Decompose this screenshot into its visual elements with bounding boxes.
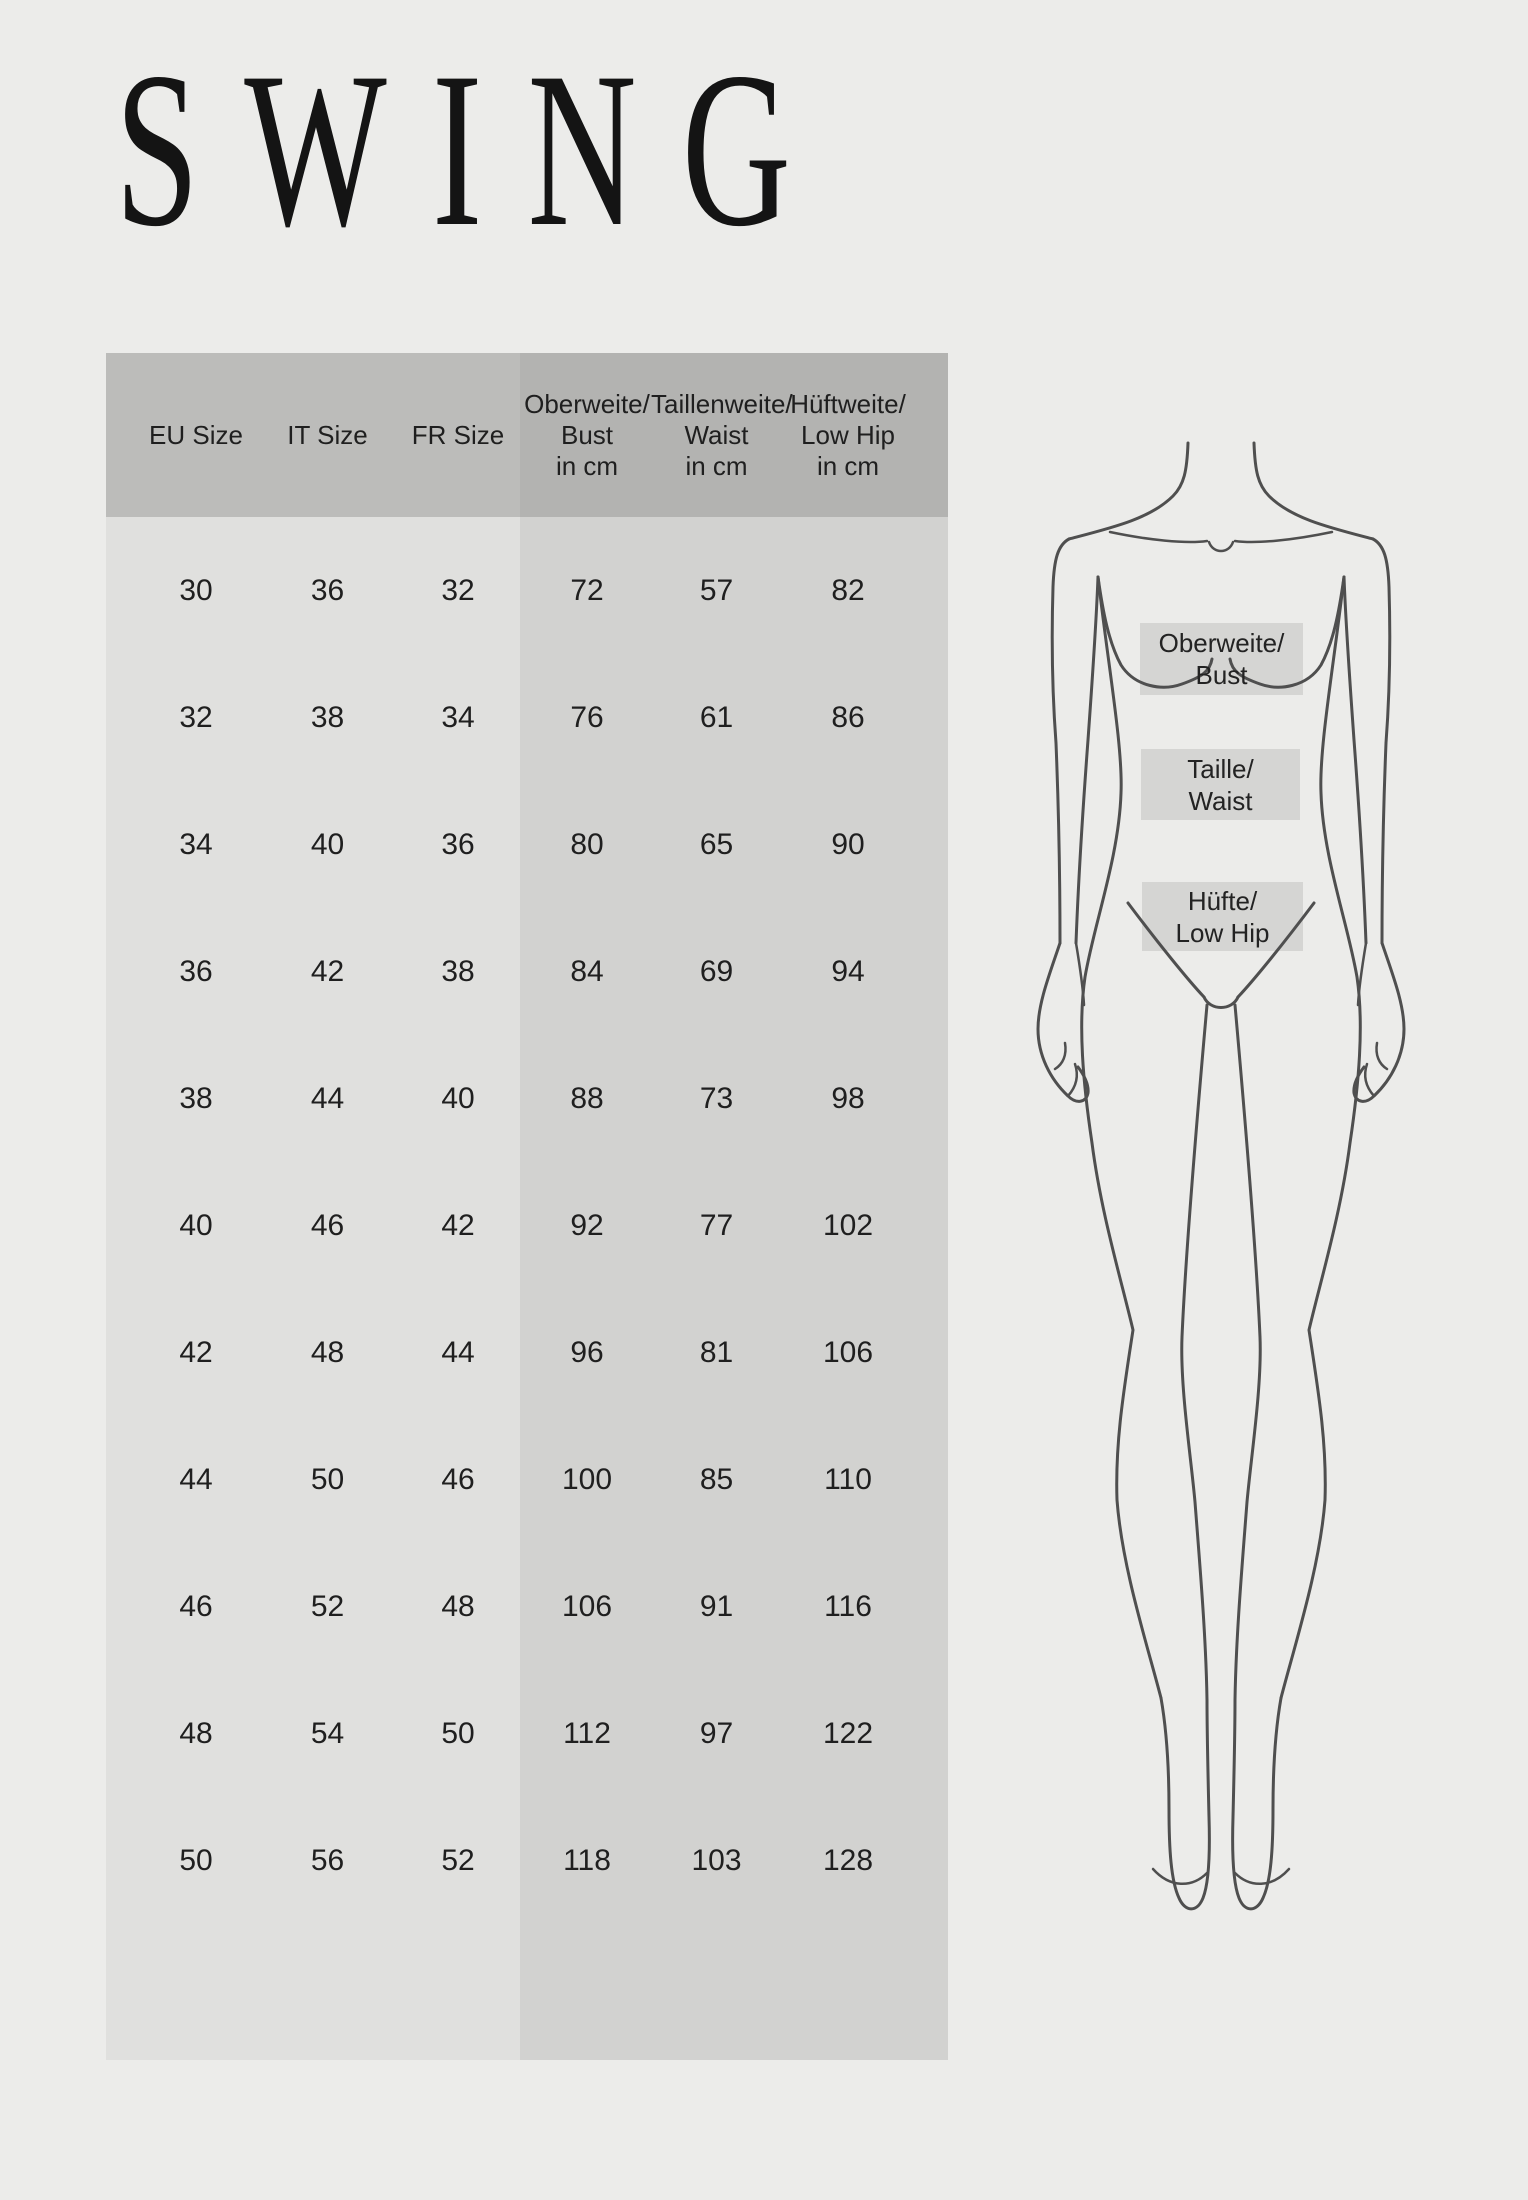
waist-label-line: Taille/ [1187, 753, 1254, 784]
header-line: FR Size [411, 419, 505, 450]
size-cell-row8-col1: 52 [310, 1589, 345, 1623]
size-cell-row3-col3: 84 [570, 954, 604, 988]
size-cell-row6-col1: 48 [310, 1335, 345, 1369]
size-cell-row6-col0: 42 [179, 1335, 213, 1369]
header-line: Waist [684, 419, 749, 450]
size-table-rows [106, 517, 948, 1924]
size-cell-row0-col1: 36 [310, 573, 345, 607]
size-cell-row1-col4: 61 [699, 700, 734, 734]
foot-left-toe-line [1153, 1869, 1207, 1884]
size-cell-row5-col4: 77 [699, 1208, 734, 1242]
size-cell-row4-col3: 88 [570, 1081, 604, 1115]
size-cell-row7-col0: 44 [179, 1462, 213, 1496]
size-table [106, 353, 948, 2060]
size-cell-row10-col3: 118 [563, 1843, 611, 1877]
size-cell-row10-col2: 52 [441, 1843, 475, 1877]
size-cell-row6-col5: 106 [822, 1335, 874, 1369]
size-cell-row9-col5: 122 [822, 1716, 874, 1750]
size-cell-row3-col4: 69 [699, 954, 734, 988]
header-bust [523, 389, 651, 482]
size-cell-row7-col5: 110 [824, 1462, 872, 1496]
size-cell-row9-col2: 50 [441, 1716, 475, 1750]
torso-leg-outer-right-line [1281, 577, 1360, 1698]
arm-inner-left-line [1076, 577, 1098, 943]
size-cell-row6-col2: 44 [441, 1335, 475, 1369]
header-line: in cm [685, 450, 748, 481]
size-cell-row5-col3: 92 [570, 1208, 604, 1242]
size-cell-row5-col2: 42 [441, 1208, 475, 1242]
header-line: in cm [816, 450, 880, 481]
brand-logo: SWING [115, 27, 837, 273]
size-cell-row10-col1: 56 [310, 1843, 345, 1877]
size-cell-row3-col2: 38 [441, 954, 475, 988]
size-cell-row7-col4: 85 [699, 1462, 734, 1496]
hand-left-finger-line [1055, 1043, 1066, 1069]
size-cell-row3-col1: 42 [310, 954, 345, 988]
size-cell-row5-col1: 46 [310, 1208, 345, 1242]
size-cell-row8-col5: 116 [824, 1589, 872, 1623]
size-cell-row1-col3: 76 [570, 700, 604, 734]
size-cell-row7-col3: 100 [561, 1462, 613, 1496]
leg-inner-left-line [1182, 1005, 1207, 1700]
neck-right-line [1254, 443, 1373, 539]
size-cell-row9-col1: 54 [310, 1716, 345, 1750]
size-cell-row4-col0: 38 [179, 1081, 213, 1115]
size-cell-row9-col4: 97 [699, 1716, 734, 1750]
size-cell-row0-col2: 32 [441, 573, 475, 607]
size-cell-row2-col3: 80 [570, 827, 604, 861]
hip-label-line: Hüfte/ [1187, 885, 1258, 916]
size-cell-row10-col4: 103 [691, 1843, 742, 1877]
size-cell-row8-col3: 106 [561, 1589, 613, 1623]
body-measurement-figure [1010, 435, 1430, 1925]
size-cell-row2-col1: 40 [310, 827, 345, 861]
header-line: in cm [555, 450, 619, 481]
hand-right-finger-line [1365, 1064, 1374, 1096]
header-line: EU Size [149, 419, 243, 450]
hip-label-line: Low Hip [1175, 917, 1270, 948]
hand-left-thumb-line [1076, 943, 1084, 1005]
size-cell-row6-col3: 96 [570, 1335, 604, 1369]
size-cell-row1-col0: 32 [179, 700, 213, 734]
header-waist [651, 388, 793, 482]
size-cell-row10-col5: 128 [822, 1843, 874, 1877]
hand-left-line [1038, 943, 1088, 1101]
size-cell-row4-col4: 73 [699, 1081, 734, 1115]
size-cell-row10-col0: 50 [179, 1843, 213, 1877]
bust-label-line: Bust [1195, 660, 1248, 690]
size-cell-row9-col3: 112 [563, 1716, 611, 1750]
header-line: Bust [560, 419, 614, 450]
size-cell-row9-col0: 48 [179, 1716, 213, 1750]
waist-label [1141, 749, 1300, 820]
size-cell-row2-col4: 65 [699, 827, 734, 861]
hand-right-thumb-line [1358, 943, 1366, 1005]
header-low-hip [782, 389, 948, 482]
size-cell-row5-col0: 40 [179, 1208, 213, 1242]
size-cell-row3-col5: 94 [831, 954, 865, 988]
arm-outer-left-line [1052, 539, 1069, 943]
leg-inner-right-line [1235, 1005, 1260, 1700]
hand-right-finger-line [1376, 1043, 1387, 1069]
hand-left-finger-line [1068, 1064, 1077, 1096]
bikini-bottom-line [1204, 997, 1238, 1008]
hip-label [1142, 882, 1303, 951]
size-cell-row8-col0: 46 [179, 1589, 213, 1623]
size-cell-row2-col5: 90 [831, 827, 865, 861]
bust-label-line: Oberweite/ [1158, 628, 1285, 658]
size-cell-row4-col2: 40 [441, 1081, 475, 1115]
header-line: Low Hip [801, 419, 895, 450]
neck-notch-line [1209, 542, 1233, 551]
size-cell-row7-col2: 46 [441, 1462, 475, 1496]
header-line: Hüftweite/ [790, 388, 906, 419]
size-cell-row2-col0: 34 [179, 827, 213, 861]
size-cell-row1-col5: 86 [831, 700, 865, 734]
size-cell-row0-col3: 72 [570, 573, 604, 607]
torso-leg-outer-left-line [1082, 577, 1161, 1698]
waist-label-line: Waist [1188, 785, 1253, 816]
size-cell-row8-col2: 48 [441, 1589, 475, 1623]
header-eu-size [106, 420, 262, 451]
size-cell-row0-col5: 82 [831, 573, 865, 607]
hand-right-line [1354, 943, 1404, 1101]
size-cell-row1-col1: 38 [310, 700, 345, 734]
size-cell-row4-col5: 98 [831, 1081, 865, 1115]
collarbone-left-line [1110, 532, 1207, 542]
foot-left-line [1161, 1698, 1209, 1909]
header-fr-size [393, 420, 523, 451]
size-cell-row6-col4: 81 [699, 1335, 734, 1369]
arm-inner-right-line [1344, 577, 1366, 943]
size-cell-row4-col1: 44 [310, 1081, 345, 1115]
size-cell-row3-col0: 36 [179, 954, 213, 988]
size-cell-row1-col2: 34 [441, 700, 475, 734]
neck-left-line [1069, 443, 1188, 539]
size-cell-row0-col0: 30 [179, 573, 213, 607]
size-cell-row8-col4: 91 [699, 1589, 734, 1623]
size-cell-row2-col2: 36 [441, 827, 475, 861]
table-header-row [106, 353, 948, 517]
collarbone-right-line [1235, 532, 1332, 542]
size-cell-row7-col1: 50 [310, 1462, 345, 1496]
foot-right-toe-line [1235, 1869, 1289, 1884]
arm-outer-right-line [1373, 539, 1390, 943]
foot-right-line [1233, 1698, 1281, 1909]
size-cell-row5-col5: 102 [822, 1208, 874, 1242]
header-line: Taillenweite/ [651, 388, 793, 419]
header-line: IT Size [287, 419, 368, 450]
bust-label [1140, 623, 1303, 695]
size-cell-row0-col4: 57 [699, 573, 734, 607]
header-line: Oberweite/ [524, 388, 650, 419]
header-it-size [262, 420, 393, 451]
